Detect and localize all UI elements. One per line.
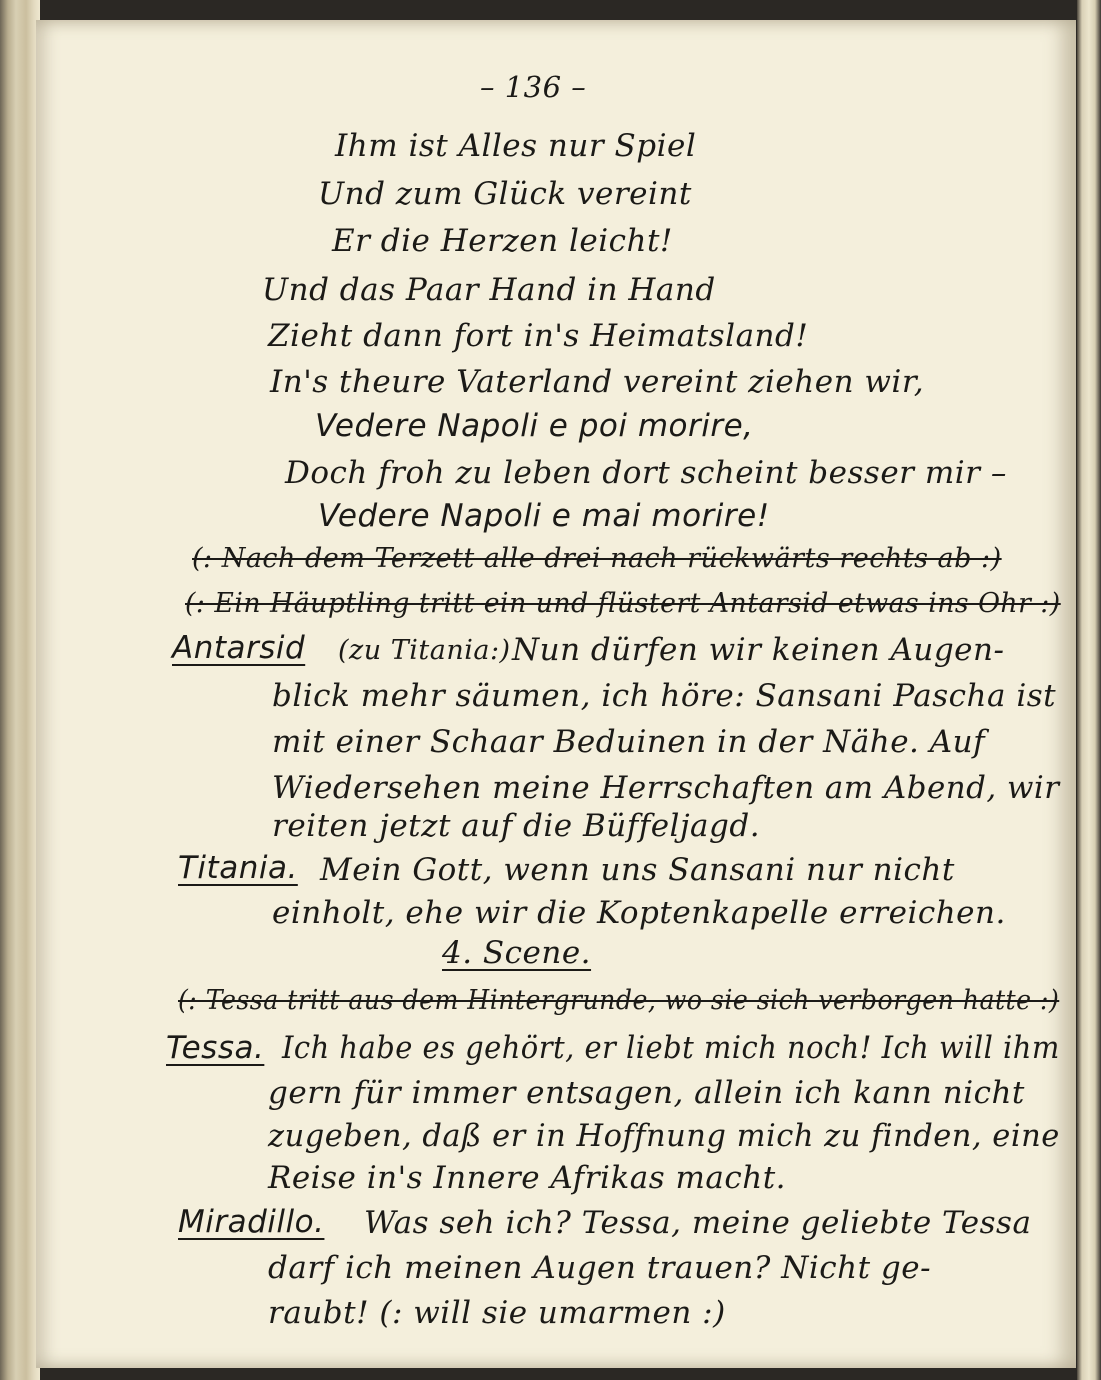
verse-line-4: Und das Paar Hand in Hand [262,272,716,308]
tessa-line-4: Reise in's Innere Afrikas macht. [268,1160,787,1196]
stage-direction-2: (: Ein Häuptling tritt ein und flüstert Antarsid etwas ins Ohr :) [185,588,1061,619]
antarsid-line-2: blick mehr säumen, ich höre: Sansani Pascha ist [272,678,1057,714]
stage-direction-antarsid: (zu Titania:) [338,635,511,666]
verse-line-3: Er die Herzen leicht! [332,223,673,259]
right-page-edge [1077,0,1101,1380]
antarsid-line-4: Wiedersehen meine Herrschaften am Abend, wir [272,770,1060,806]
speaker-titania: Titania. [178,850,298,886]
titania-line-1: Mein Gott, wenn uns Sansani nur nicht [320,852,955,888]
tessa-line-3: zugeben, daß er in Hoffnung mich zu finden, eine [268,1118,1060,1154]
verse-line-7: Vedere Napoli e poi morire, [315,408,754,444]
left-page-edge [0,0,40,1380]
antarsid-line-5: reiten jetzt auf die Büffeljagd. [272,808,761,844]
speaker-tessa: Tessa. [166,1030,265,1066]
page-number: – 136 – [480,70,587,104]
titania-line-2: einholt, ehe wir die Koptenkapelle erreichen. [272,895,1006,931]
speaker-antarsid: Antarsid [172,630,306,666]
tessa-line-1: Ich habe es gehört, er liebt mich noch! Ich will ihm [282,1030,1060,1066]
antarsid-line-3: mit einer Schaar Beduinen in der Nähe. Auf [272,724,986,760]
stage-direction-3: (: Tessa tritt aus dem Hintergrunde, wo sie sich verborgen hatte :) [178,985,1060,1016]
miradillo-line-2: darf ich meinen Augen trauen? Nicht ge- [268,1250,932,1286]
verse-line-9: Vedere Napoli e mai morire! [318,498,770,534]
verse-line-2: Und zum Glück vereint [318,176,692,212]
tessa-line-2: gern für immer entsagen, allein ich kann nicht [268,1075,1025,1111]
antarsid-line-1: Nun dürfen wir keinen Augen- [512,632,1005,668]
scene-heading: 4. Scene. [442,935,592,971]
verse-line-5: Zieht dann fort in's Heimatsland! [268,318,809,354]
stage-direction-1: (: Nach dem Terzett alle drei nach rückwärts rechts ab :) [192,543,1002,574]
verse-line-1: Ihm ist Alles nur Spiel [335,128,697,164]
speaker-miradillo: Miradillo. [178,1204,325,1240]
verse-line-6: In's theure Vaterland vereint ziehen wir, [270,364,925,400]
verse-line-8: Doch froh zu leben dort scheint besser mir – [285,455,1007,491]
miradillo-line-1: Was seh ich? Tessa, meine geliebte Tessa [364,1205,1032,1241]
miradillo-line-3: raubt! (: will sie umarmen :) [268,1295,726,1331]
